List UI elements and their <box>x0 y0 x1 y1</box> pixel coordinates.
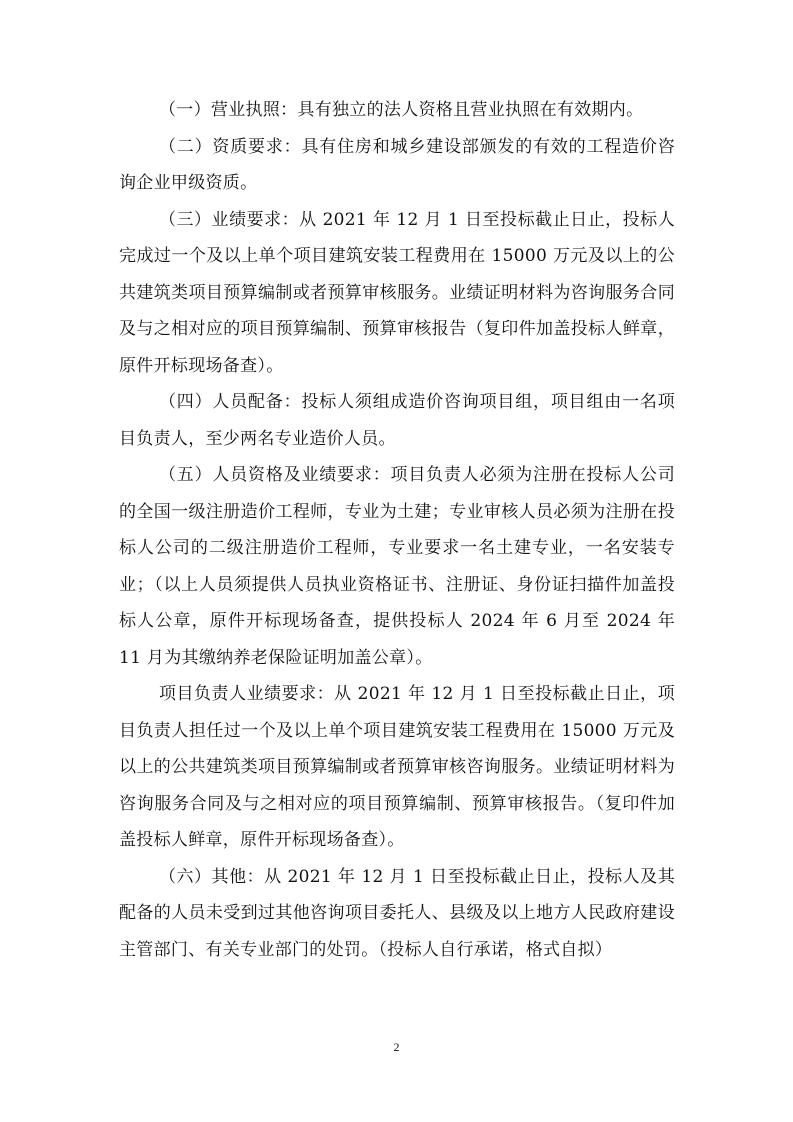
paragraph-leader-performance: 项目负责人业绩要求：从 2021 年 12 月 1 日至投标截止日止，项目负责人担任过一个及以上单个项目建筑安装工程费用在 15000 万元及以上的公共建筑类项目预算编制或者预算审核咨询服务。业绩证明材料为咨询服务合同及与之相对应的项目预算编制、预算审核报告。（复印件加盖投标人鲜章，原件开标现场备查）。 <box>119 684 675 850</box>
paragraph-business-license: （一）营业执照：具有独立的法人资格且营业执照在有效期内。 <box>159 100 644 120</box>
paragraph-staffing: （四）人员配备：投标人须组成造价咨询项目组，项目组由一名项目负责人，至少两名专业造价人员。 <box>119 392 675 449</box>
document-body <box>119 92 675 968</box>
paragraph-staff-qualification: （五）人员资格及业绩要求：项目负责人必须为注册在投标人公司的全国一级注册造价工程师，专业为土建；专业审核人员必须为注册在投标人公司的二级注册造价工程师，专业要求一名土建专业，一名安装专业；（以上人员须提供人员执业资格证书、注册证、身份证扫描件加盖投标人公章，原件开标现场备查，提供投标人 2024 年 6 月至 2024 年 11 月为其缴纳养老保险证明加盖公章）。 <box>119 465 675 668</box>
paragraph-other: （六）其他：从 2021 年 12 月 1 日至投标截止日止，投标人及其配备的人员未受到过其他咨询项目委托人、县级及以上地方人民政府建设主管部门、有关专业部门的处罚。（投标人自行承诺，格式自拟） <box>119 866 675 960</box>
paragraph-qualification: （二）资质要求：具有住房和城乡建设部颁发的有效的工程造价咨询企业甲级资质。 <box>119 136 675 193</box>
paragraph-performance: （三）业绩要求：从 2021 年 12 月 1 日至投标截止日止，投标人完成过一个及以上单个项目建筑安装工程费用在 15000 万元及以上的公共建筑类项目预算编制或者预算审核服务。业绩证明材料为咨询服务合同及与之相对应的项目预算编制、预算审核报告（复印件加盖投标人鲜章，原件开标现场备查）。 <box>119 209 675 376</box>
page-number: 2 <box>393 1040 400 1054</box>
